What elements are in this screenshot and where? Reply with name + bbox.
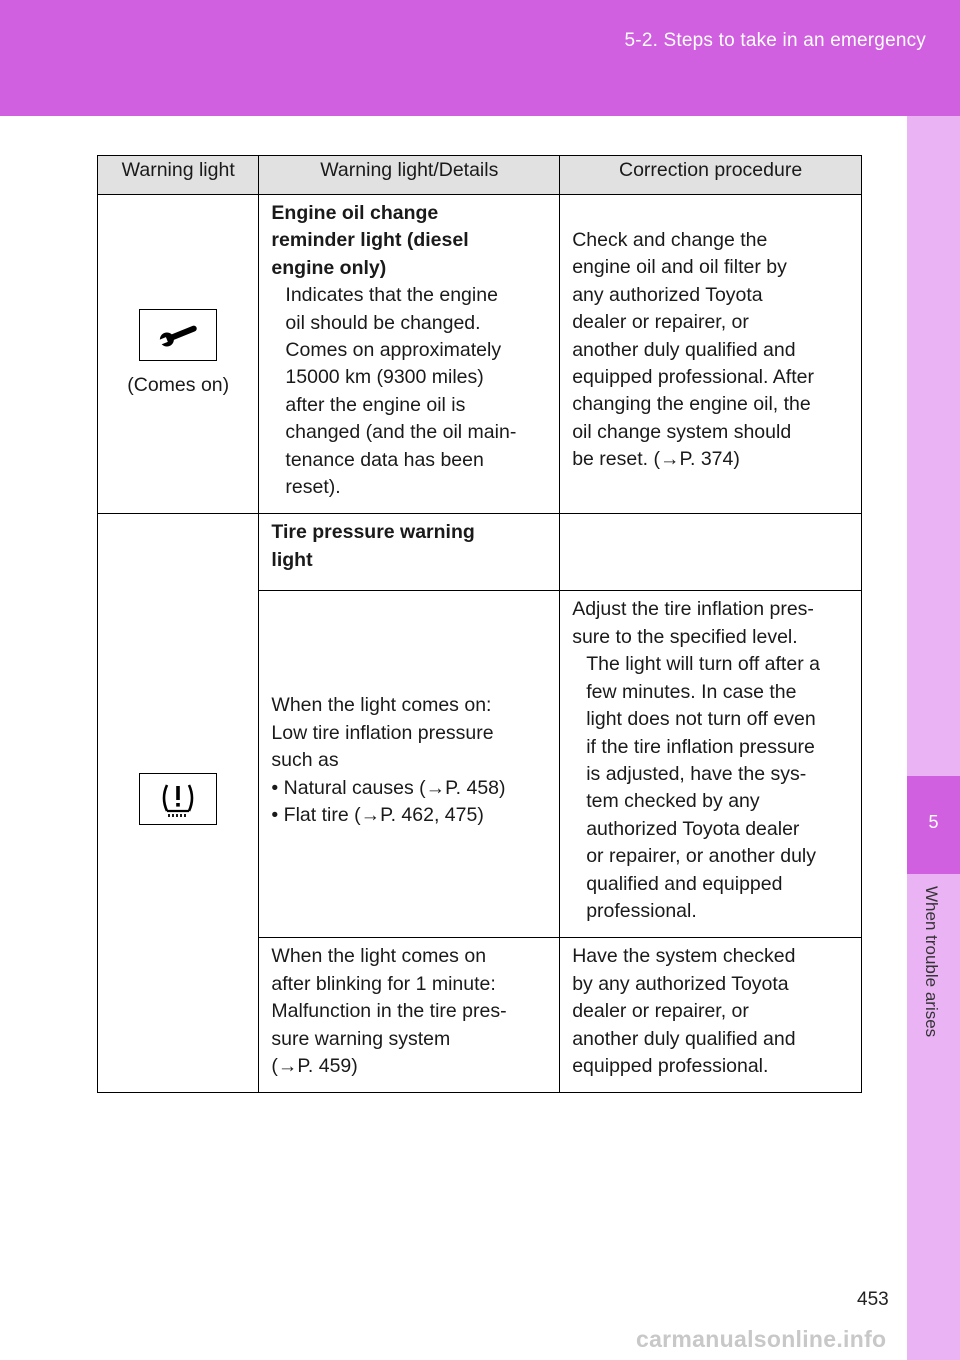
chapter-number: 5	[928, 812, 939, 832]
text-line: another duly qualified and	[572, 1027, 796, 1050]
text-line: such as	[271, 749, 339, 772]
text-line: few minutes. In case the	[586, 680, 797, 703]
wrench-icon	[139, 309, 217, 361]
light-description	[271, 282, 547, 501]
text-line: authorized Toyota dealer	[586, 817, 800, 840]
text-line: reminder light (diesel	[271, 229, 469, 252]
text-line: light	[271, 548, 313, 571]
correction-cell	[560, 195, 862, 514]
correction-note	[572, 651, 849, 925]
chapter-label	[915, 886, 955, 1076]
column-header-correction: Correction procedure	[560, 156, 862, 195]
text-line: Malfunction in the tire pres-	[271, 1000, 507, 1023]
details-cell	[259, 514, 560, 591]
text-line: be reset. (→P. 374)	[572, 448, 740, 471]
table-row	[98, 514, 862, 591]
text-line: When the light comes on	[271, 945, 487, 968]
text-line: • Natural causes (→P. 458)	[271, 776, 506, 799]
correction-cell	[560, 938, 862, 1093]
text-line: after the engine oil is	[285, 393, 466, 416]
chapter-label-text: When trouble arises	[922, 886, 941, 1038]
text-line: Engine oil change	[271, 202, 439, 224]
table-header-row	[98, 156, 862, 195]
chapter-number-box	[907, 776, 960, 874]
text-line: professional.	[586, 899, 697, 922]
text-line: • Flat tire (→P. 462, 475)	[271, 804, 484, 827]
text-line: tenance data has been	[285, 448, 484, 471]
text-line: 15000 km (9300 miles)	[285, 366, 484, 389]
watermark: carmanualsonline.info	[636, 1326, 887, 1352]
text-line: equipped professional.	[572, 1054, 769, 1077]
text-line: The light will turn off after a	[586, 653, 820, 676]
text-line: is adjusted, have the sys-	[586, 762, 807, 785]
light-name	[271, 200, 547, 282]
page-header	[0, 0, 960, 116]
icon-caption: (Comes on)	[127, 373, 230, 396]
text-line: if the tire inflation pressure	[586, 735, 815, 758]
section-title: 5-2. Steps to take in an emergency	[624, 30, 926, 51]
text-line: sure to the specified level.	[572, 625, 798, 648]
text-line: after blinking for 1 minute:	[271, 972, 496, 995]
warning-light-table	[97, 155, 862, 1093]
text-line: qualified and equipped	[586, 872, 783, 895]
table-row	[98, 195, 862, 514]
details-cell	[259, 938, 560, 1093]
warning-light-cell	[98, 514, 259, 1093]
details-cell	[259, 591, 560, 938]
light-name	[271, 519, 547, 574]
page-number: 453	[857, 1289, 889, 1310]
text-line: tem checked by any	[586, 790, 760, 813]
text-line: oil should be changed.	[285, 311, 481, 334]
text-line: by any authorized Toyota	[572, 972, 789, 995]
text-line: Check and change the	[572, 229, 768, 251]
text-line: or repairer, or another duly	[586, 845, 816, 868]
text-line: Tire pressure warning	[271, 521, 475, 544]
text-line: another duly qualified and	[572, 338, 796, 361]
text-line: reset).	[285, 476, 341, 499]
text-line: any authorized Toyota	[572, 283, 763, 306]
text-line: dealer or repairer, or	[572, 311, 749, 334]
tire-pressure-warning-icon	[139, 773, 217, 825]
column-header-details: Warning light/Details	[259, 156, 560, 195]
column-header-warning-light: Warning light	[98, 156, 259, 195]
text-line: Indicates that the engine	[285, 284, 498, 307]
text-line: sure warning system	[271, 1027, 451, 1050]
text-line: Have the system checked	[572, 945, 796, 968]
chapter-side-tab	[907, 116, 960, 1360]
text-line: (→P. 459)	[271, 1054, 358, 1077]
text-line: When the light comes on:	[271, 694, 492, 717]
text-line: oil change system should	[572, 420, 792, 443]
text-line: Low tire inflation pressure	[271, 721, 494, 744]
text-line: changing the engine oil, the	[572, 393, 811, 416]
details-cell	[259, 195, 560, 514]
warning-light-cell	[98, 195, 259, 514]
text-line: Adjust the tire inflation pres-	[572, 598, 814, 621]
correction-cell-empty	[560, 514, 862, 591]
text-line: dealer or repairer, or	[572, 1000, 749, 1023]
correction-cell	[560, 591, 862, 938]
text-line: equipped professional. After	[572, 366, 814, 389]
text-line: engine oil and oil filter by	[572, 256, 787, 279]
text-line: light does not turn off even	[586, 708, 816, 731]
text-line: engine only)	[271, 256, 387, 279]
text-line: changed (and the oil main-	[285, 421, 517, 444]
text-line: Comes on approximately	[285, 339, 502, 362]
